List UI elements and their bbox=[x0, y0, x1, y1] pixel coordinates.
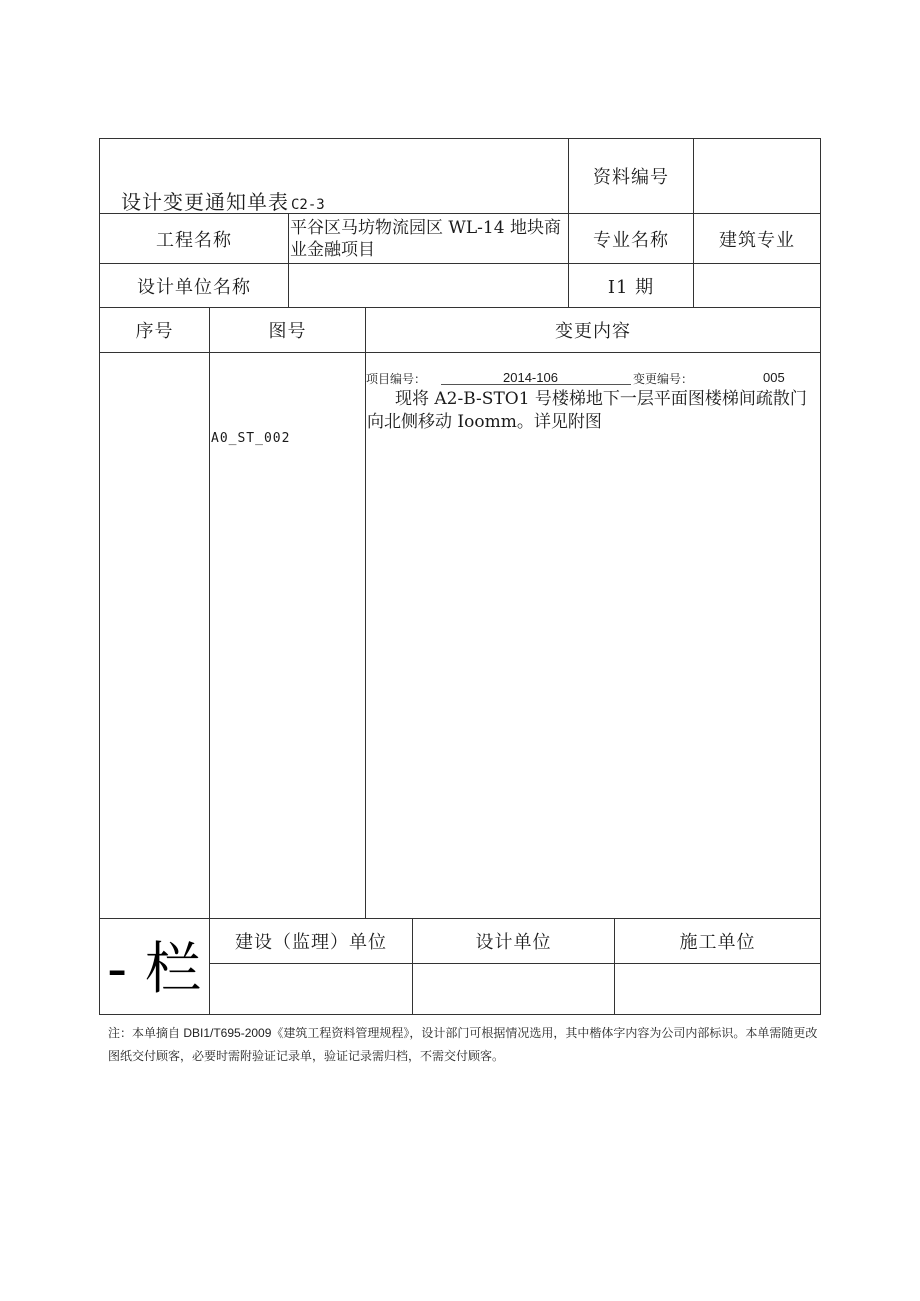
date-label: I1 期 bbox=[607, 276, 655, 298]
design-unit-label: 设计单位名称 bbox=[137, 276, 251, 298]
grid-line bbox=[99, 352, 821, 353]
form-title bbox=[121, 186, 325, 215]
grid-line bbox=[365, 307, 366, 918]
form-title-text: 设计变更通知单表 bbox=[121, 190, 289, 214]
signature-owner-field[interactable] bbox=[210, 964, 412, 1014]
design-unit-value[interactable] bbox=[289, 264, 568, 307]
signature-contractor-header: 施工单位 bbox=[679, 932, 756, 953]
grid-line bbox=[209, 307, 210, 1015]
change-content[interactable] bbox=[367, 388, 819, 434]
form-code: C2-3 bbox=[291, 197, 325, 213]
change-no-label: 变更编号： bbox=[633, 372, 694, 386]
column-content-header: 变更内容 bbox=[555, 321, 631, 342]
change-no-value[interactable]: 005 bbox=[763, 370, 785, 385]
footnote: 注：本单摘自 DBI1/T695-2009《建筑工程资料管理规程》，设计部门可根据情况选用，其中楷体字内容为公司内部标识。本单需随更改图纸交付顾客，必要时需附验证记录单，验证记录需归档，不需交付顾客。 bbox=[108, 1026, 818, 1063]
date-value[interactable] bbox=[694, 264, 820, 307]
drawing-number[interactable]: A0_ST_002 bbox=[211, 431, 291, 446]
signature-owner-header: 建设（监理）单位 bbox=[235, 932, 387, 953]
doc-no-label: 资料编号 bbox=[593, 167, 669, 188]
signature-designer-header: 设计单位 bbox=[475, 932, 552, 953]
project-no-value[interactable]: 2014-106 bbox=[503, 370, 558, 385]
specialty-value[interactable]: 建筑专业 bbox=[719, 229, 795, 251]
signature-designer-field[interactable] bbox=[413, 964, 614, 1014]
change-content-text: 现将 A2-B-STO1 号楼梯地下一层平面图楼梯间疏散门向北侧移动 Ioomm。详见附图 bbox=[367, 389, 807, 432]
doc-no-value[interactable] bbox=[694, 139, 820, 213]
column-drawing-header: 图号 bbox=[268, 321, 307, 342]
project-name-value[interactable]: 平谷区马坊物流园区 WL-14 地块商业金融项目 bbox=[290, 218, 561, 260]
signature-contractor-field[interactable] bbox=[615, 964, 820, 1014]
project-no-label: 项目编号： bbox=[366, 372, 427, 386]
signature-column-label: - 栏 bbox=[106, 937, 201, 1002]
column-seq-header: 序号 bbox=[135, 321, 174, 342]
specialty-label: 专业名称 bbox=[593, 229, 669, 251]
project-name-label: 工程名称 bbox=[156, 229, 232, 251]
